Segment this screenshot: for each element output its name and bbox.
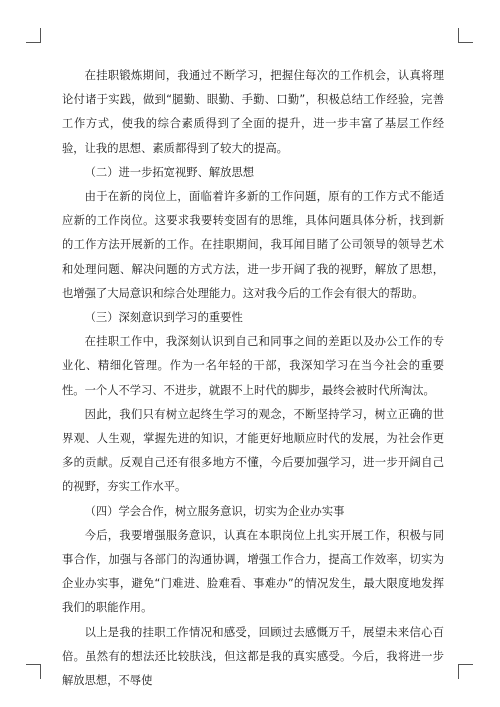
paragraph: 今后，我要增强服务意识，认真在本职岗位上扎实开展工作，积极与同事合作，加强与各部门的沟通协调，增强工作合力，提高工作效率，切实为企业办实事，避免“门难进、脸难看、事难办”的情况发生，最大限度地发挥我们的职能作用。: [62, 528, 444, 615]
section-heading: （四）学会合作，树立服务意识，切实为企业办实事: [84, 504, 345, 518]
crop-mark-top-right: [458, 28, 473, 43]
document-body: [62, 64, 444, 693]
paragraph: 因此，我们只有树立起终生学习的观念，不断坚持学习，树立正确的世界观、人生观，掌握先进的知识，才能更好地顺应时代的发展，为社会作更多的贡献。反观自己还有很多地方不懂，今后要加强学习，进一步开阔自己的视野，夯实工作水平。: [62, 407, 444, 494]
paragraph: 在挂职锻炼期间，我通过不断学习，把握住每次的工作机会，认真将理论付诸于实践，做到“腿勤、眼勤、手勤、口勤”，积极总结工作经验，完善工作方式，使我的综合素质得到了全面的提升，进一步丰富了基层工作经验，让我的思想、素质都得到了较大的提高。: [62, 69, 444, 155]
paragraph: 在挂职工作中，我深刻认识到自己和同事之间的差距以及办公工作的专业化、精细化管理。作为一名年轻的干部，我深知学习在当今社会的重要性。一个人不学习、不进步，就跟不上时代的脚步，最终会被时代所淘汰。: [62, 335, 444, 397]
crop-mark-bottom-right: [458, 664, 473, 679]
paragraph: 以上是我的挂职工作情况和感受，回顾过去感慨万千，展望未来信心百倍。虽然有的想法还比较肤浅，但这都是我的真实感受。今后，我将进一步解放思想，不辱使: [62, 625, 444, 688]
crop-mark-bottom-left: [26, 664, 41, 679]
section-heading: （三）深刻意识到学习的重要性: [84, 311, 243, 325]
paragraph: 由于在新的岗位上，面临着许多新的工作问题，原有的工作方式不能适应新的工作岗位。这要求我要转变固有的思维，具体问题具体分析，找到新的工作方法开展新的工作。在挂职期间，我耳闻目睹了公司领导的领导艺术和处理问题、解决问题的方式方法，进一步开阔了我的视野，解放了思想，也增强了大局意识和综合处理能力。这对我今后的工作会有很大的帮助。: [62, 190, 444, 300]
section-heading: （二）进一步拓宽视野、解放思想: [84, 165, 255, 179]
crop-mark-top-left: [26, 28, 41, 43]
